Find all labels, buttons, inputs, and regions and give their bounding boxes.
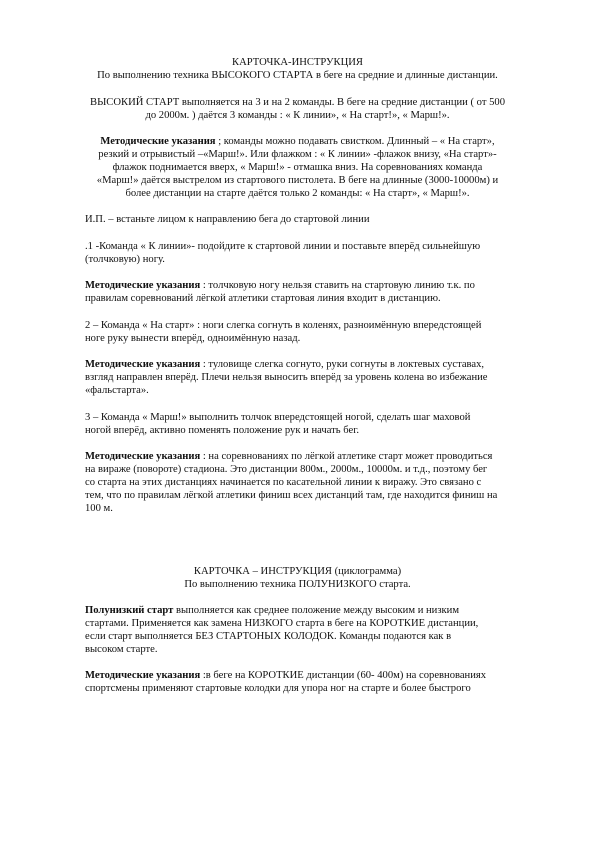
card1-method2-line: правилам соревнований лёгкой атлетики стартовая линия входит в дистанцию. xyxy=(85,293,441,304)
card1-command3-line: ногой вперёд, активно поменять положение рук и начать бег. xyxy=(85,425,360,436)
card1-method4-line: со старта на этих дистанциях начинается по касательной линии к виражу. Это связано с xyxy=(85,477,482,488)
card1-method3-line: взгляд направлен вперёд. Плечи нельзя выносить вперёд за уровень колена во избежание xyxy=(85,372,488,383)
card2-intro-line: высоком старте. xyxy=(85,644,158,655)
method-label: Методические указания xyxy=(85,451,201,462)
card1-method4-line: 100 м. xyxy=(85,503,113,514)
card1-method1-line: «Марш!» даётся выстрелом из стартового пистолета. В беге на длинные (3000-10000м) и xyxy=(96,175,499,186)
card1-method1-line: флажок поднимается вверх, « Марш!» - отмашка вниз. На соревнованиях команда xyxy=(112,162,483,173)
method-label: Методические указания xyxy=(85,280,201,291)
method-label: Методические указания xyxy=(85,359,201,370)
card1-method3-line: «фальстарта». xyxy=(85,385,149,396)
card2-intro-line: Полунизкий старт выполняется как среднее положение между высоким и низким xyxy=(85,605,460,616)
card1-command1-line: .1 -Команда « К линии»- подойдите к стартовой линии и поставьте вперёд сильнейшую xyxy=(85,241,481,252)
card2-method1-line: Методические указания :в беге на КОРОТКИЕ дистанции (60- 400м) на соревнованиях xyxy=(85,670,487,681)
card1-intro-line: до 2000м. ) даётся 3 команды : « К линии», « На старт!», « Марш!». xyxy=(145,110,450,121)
card2-subtitle: По выполнению техника ПОЛУНИЗКОГО старта. xyxy=(184,579,411,590)
card2-intro-line: стартами. Применяется как замена НИЗКОГО старта в беге на КОРОТКИЕ дистанции, xyxy=(85,618,479,629)
card1-method4-line: на вираже (повороте) стадиона. Это дистанции 800м., 2000м., 10000м. и т.д., поэтому бег xyxy=(85,464,488,475)
card1-method1-line: Методические указания ; команды можно подавать свистком. Длинный – « На старт», xyxy=(100,136,495,147)
card1-command2-line: ноге руку вынести вперёд, одноимённую назад. xyxy=(85,333,301,344)
card2-intro-line: если старт выполняется БЕЗ СТАРТОНЫХ КОЛОДОК. Команды подаются как в xyxy=(85,631,452,642)
card1-method1-line: резкий и отрывистый –«Марш!». Или флажком : « К линии» -флажок внизу, «На старт»- xyxy=(98,149,497,160)
card1-method1-line: более дистанции на старте даётся только 2 команды: « На старт», « Марш!». xyxy=(125,188,470,199)
card1-initial-position: И.П. – встаньте лицом к направлению бега до стартовой линии xyxy=(85,214,370,225)
card1-method2-line: Методические указания : толчковую ногу нельзя ставить на стартовую линию т.к. по xyxy=(85,280,475,291)
card1-command1-line: (толчковую) ногу. xyxy=(85,254,165,265)
card1-command3-line: 3 – Команда « Марш!» выполнить толчок впередстоящей ногой, сделать шаг маховой xyxy=(85,412,471,423)
card1-subtitle: По выполнению техника ВЫСОКОГО СТАРТА в беге на средние и длинные дистанции. xyxy=(97,70,498,81)
card1-title: КАРТОЧКА-ИНСТРУКЦИЯ xyxy=(232,57,363,68)
method-label: Методические указания xyxy=(100,136,216,147)
card2-title: КАРТОЧКА – ИНСТРУКЦИЯ (циклограмма) xyxy=(193,566,402,577)
card1-method3-line: Методические указания : туловище слегка согнуто, руки согнуты в локтевых суставах, xyxy=(85,359,485,370)
term-label: Полунизкий старт xyxy=(85,605,174,616)
card2-method1-line: спортсмены применяют стартовые колодки для упора ног на старте и более быстрого xyxy=(85,683,471,694)
card1-method4-line: тем, что по правилам лёгкой атлетики финиш всех дистанций там, где находится финиш на xyxy=(85,490,498,501)
card1-command2-line: 2 – Команда « На старт» : ноги слегка согнуть в коленях, разноимённую впередстоящей xyxy=(85,320,482,331)
method-label: Методические указания xyxy=(85,670,201,681)
card1-method4-line: Методические указания : на соревнованиях по лёгкой атлетике старт может проводиться xyxy=(85,451,493,462)
card1-intro-line: ВЫСОКИЙ СТАРТ выполняется на 3 и на 2 команды. В беге на средние дистанции ( от 500 xyxy=(90,97,505,108)
